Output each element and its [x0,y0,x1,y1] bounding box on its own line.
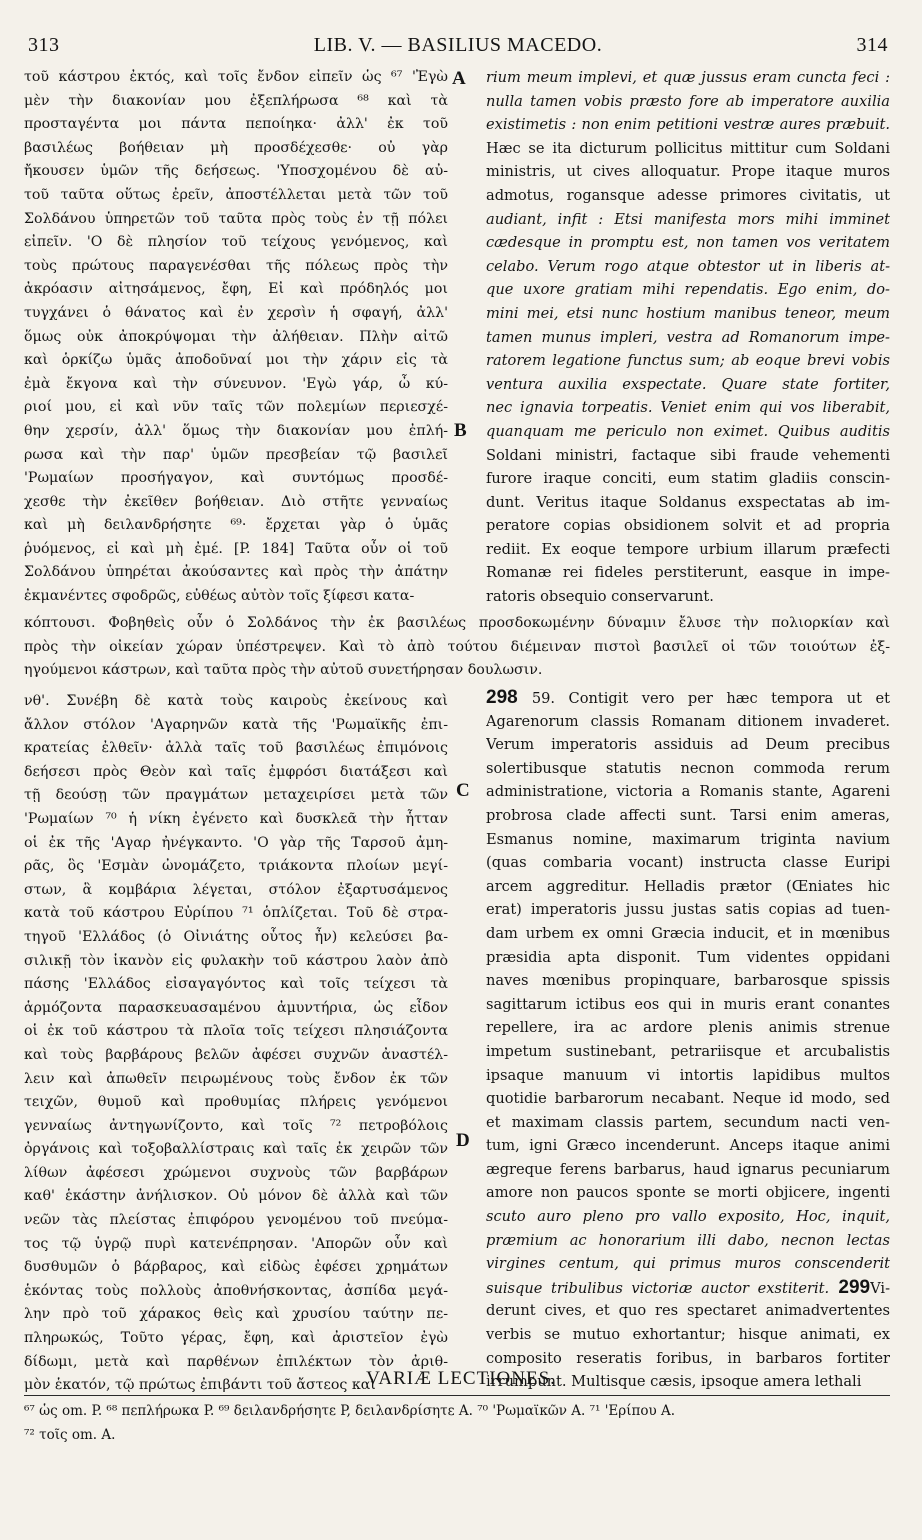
running-header [28,34,888,64]
text-line: δυσθυμῶν ὁ βάρβαρος, καὶ εἰδὼς ἐφέσει χρημάτων [24,1259,448,1276]
text-line: τυγχάνει ὁ θάνατος καὶ ἐν χερσὶν ἡ σφαγή, ἀλλ' [24,304,448,321]
text-line: ministris, ut cives alloquatur. Prope itaque muros [486,163,890,181]
text-line [486,1205,890,1229]
text-line: Hæc se ita dicturum pollicitus mittitur cum Soldani [486,139,890,157]
text-line [486,710,890,734]
text-line: τοῦ ταῦτα οὕτως ἐρεῖν, ἀποστέλλεται μετὰ τῶν τοῦ [24,186,448,203]
text-line: οἱ ἐκ τοῦ κάστρου τὰ πλοῖα τοῖς τείχεσι πλησιάζοντα [24,1023,448,1040]
text-line [486,1064,890,1088]
text-line: σιλικῇ τὸν ἱκανὸν εἰς φυλακὴν τοῦ κάστρου λαὸν ἀπὸ [24,952,448,969]
text-line [486,1276,890,1300]
text-line-content: dam urbem ex omni Græcia inducit, et in mœnibus [486,924,890,942]
text-line: 'Ρωμαίων προσήγαγον, καὶ συντόμως προσδέ- [24,470,448,487]
text-line [486,851,890,875]
text-line-tail: Vi- [870,1279,890,1297]
text-line [486,946,890,970]
text-line: λειν καὶ ἀπωθεῖν πειρωμένους τοὺς ἔνδον ἐκ τῶν [24,1070,448,1087]
text-line: ῥυόμενος, εἰ καὶ μὴ ἐμέ. [P. 184] Ταῦτα οὖν οἱ τοῦ [24,540,448,557]
text-line [486,757,890,781]
latin-column-lower [486,686,890,1391]
text-line [486,993,890,1017]
text-line [486,1181,890,1205]
greek-column-lower [24,690,448,1394]
text-line-content: Agarenorum classis Romanam ditionem invaderet. [486,712,890,730]
text-line: 'Ρωμαίων ⁷⁰ ἡ νίκη ἐγένετο καὶ δυσκλεᾶ τὴν ἧτταν [24,810,448,827]
greek-column-top [24,66,448,644]
text-line [486,898,890,922]
text-line: καθ' ἑκάστην ἀνήλισκον. Οὐ μόνον δὲ ἀλλὰ καὶ τῶν [24,1188,448,1205]
text-line-content: solertibusque statutis necnon commoda rerum [486,759,890,777]
text-line: ριοί μου, εἰ καὶ νῦν ταῖς τῶν πολεμίων περιεσχέ- [24,399,448,416]
text-line [486,922,890,946]
text-line [486,686,890,710]
text-line-content: ægreque ferens barbarus, haud ignarus pecuniarum [486,1160,890,1178]
text-line-content: quotidie barbarorum necabant. Neque id modo, sed [486,1090,890,1108]
running-title: LIB. V. — BASILIUS MACEDO. [313,34,603,56]
text-line: τηγοῦ 'Ελλάδος (ὁ Οἰνιάτης οὗτος ἦν) κελεύσει βα- [24,928,448,945]
text-line: τειχῶν, θυμοῦ καὶ προθυμίας πλήρεις γενόμενοι [24,1094,448,1111]
text-line [486,1134,890,1158]
text-line: εἰπεῖν. 'Ο δὲ πλησίον τοῦ τείχους γενόμενος, καὶ [24,234,448,251]
variae-lectiones-title: VARIÆ LECTIONES. [366,1368,556,1389]
text-line [486,828,890,852]
text-line: πρὸς τὴν οἰκείαν χώραν ὑπέστρεψεν. Καὶ τὸ ἀπὸ τούτου διέμειναν πιστοὶ βασιλεῖ οἱ τῶν τοιούτων ἐξ- [24,638,890,655]
text-line: οἱ ἐκ τῆς 'Αγαρ ἠνέγκαντο. 'Ο γὰρ τῆς Ταρσοῦ ἀμη- [24,834,448,851]
text-line [486,780,890,804]
text-line: ἑκόντας τοὺς πολλοὺς ἀποθνήσκοντας, ἀσπίδα μεγά- [24,1282,448,1299]
text-line-content: verbis se mutuo exhortantur; hisque animati, ex [486,1326,890,1344]
text-line-content: erat) imperatoris jussu justas satis copias ad tuen- [486,901,890,919]
text-line-content: repellere, ira ac ardore plenis animis strenue [486,1019,890,1037]
text-line: ratoris obsequio conservarunt. [486,588,714,606]
text-line-content: præmium ac honorarium illi dabo, necnon lectas [486,1231,890,1249]
text-line-content: Verum imperatoris assiduis ad Deum precibus [486,736,890,754]
text-line-content: 59. Contigit vero per hæc tempora ut et [531,690,890,707]
text-line-content: arcem aggreditur. Helladis prætor (Œniates hic [486,877,890,895]
text-line: προσταγέντα μοι πάντα πεποίηκα· ἀλλ' ἐκ τοῦ [24,116,448,133]
text-line: τοὺς πρώτους παραγενέσθαι τῆς πόλεως πρὸς τὴν [24,257,448,274]
text-line: ἄλλον στόλον 'Αγαρηνῶν κατὰ τῆς 'Ρωμαϊκῆς ἐπι- [24,716,448,733]
text-line: νθ'. Συνέβη δὲ κατὰ τοὺς καιροὺς ἐκείνους καὶ [24,693,448,709]
text-line [486,1323,890,1347]
text-line: dunt. Veritus itaque Soldanus exspectatas ab im- [486,493,890,511]
text-line: ratorem legatione functus sum; ab eoque brevi vobis [486,352,890,370]
text-line: τῇ δεούσῃ τῶν πραγμάτων μεταχειρίσει μετὰ τῶν [24,787,448,804]
notes-divider [24,1395,890,1396]
text-line: λίθων ἀφέσεσι χρώμενοι συχνοὺς τῶν βαρβάρων [24,1164,448,1181]
text-line: ἁρμόζοντα παρασκευασαμένου ἀμυντήρια, ὡς εἶδον [24,999,448,1016]
text-line-content: sagittarum ictibus eos qui in muris erant conantes [486,995,890,1013]
text-line [486,1040,890,1064]
text-line: Soldani ministri, factaque sibi fraude vehementi [486,446,890,464]
text-line-content: amore non paucos sponte se morti objicere, ingenti [486,1184,890,1202]
text-line [486,969,890,993]
text-line-content: impetum sustinebant, petrariisque et arcubalistis [486,1042,890,1060]
text-line: χεσθε τὴν ἐκεῖθεν βοήθειαν. Διὸ στῆτε γενναίως [24,493,448,510]
text-line: λην πρὸ τοῦ χάρακος θεὶς καὶ χρυσίου ταύτην πε- [24,1306,448,1323]
text-line: nec ignavia torpeatis. Veniet enim qui vos liberabit, [486,399,890,417]
text-line-content: scuto auro pleno pro vallo exposito, Hoc, inquit, [486,1208,890,1226]
variae-lectiones-notes [24,1400,892,1447]
text-line-content: naves mœnibus propinquare, barbarosque spissis [486,972,890,990]
text-line: καὶ ὁρκίζω ὑμᾶς ἀποδοῦναί μοι τὴν χάριν εἰς τὰ [24,352,448,369]
text-line-content: (quas combaria vocant) instructa classe Euripi [486,854,890,872]
text-line: furore iraque conciti, eum statim gladiis conscin- [486,470,890,488]
text-line: audiant, infit : Etsi manifesta mors mihi imminet [486,210,890,228]
text-line: ηγούμενοι κάστρων, καὶ ταῦτα πρὸς τὴν αὐτοῦ συνετήρησαν δουλωσιν. [24,662,543,679]
text-line: κατὰ τοῦ κάστρου Εὐρίπου ⁷¹ ὁπλίζεται. Τοῦ δὲ στρα- [24,905,448,922]
text-line: existimetis : non enim petitioni vestræ aures præbuit. [486,116,890,134]
text-line: θην χερσίν, ἀλλ' ὅμως τὴν διακονίαν μου ἐπλή- [24,422,448,439]
text-line: ὀργάνοις καὶ τοξοβαλλίστραις καὶ ταῖς ἐκ χειρῶν τῶν [24,1141,448,1158]
text-line: δίδωμι, μετὰ καὶ παρθένων ἐπιλέκτων τὸν ἀριθ- [24,1353,448,1370]
text-line [486,733,890,757]
text-line: mini mei, etsi nunc hostium manibus teneor, meum [486,304,890,322]
text-line-content: irrumpunt. Multisque cæsis, ipsoque amera lethali [486,1373,862,1391]
text-line [486,1347,890,1371]
text-line: τος τῷ ὑγρῷ πυρὶ κατενέπρησαν. 'Απορῶν οὖν καὶ [24,1235,448,1252]
greek-full-width-lines [24,612,890,683]
text-line-content: et maximam classis partem, secundum nacti ven- [486,1113,890,1131]
text-line: Σολδάνου ὑπηρέται ἀκούσαντες καὶ πρὸς τὴν ἀπάτην [24,564,448,581]
margin-marker-a: A [452,68,466,89]
margin-marker-c: C [456,780,470,801]
text-line: ρᾶς, ὃς 'Εσμὰν ὠνομάζετο, τριάκοντα πλοίων μεγί- [24,858,448,875]
text-line: peratore copias obsidionem solvit et ad propria [486,517,890,535]
text-line-content: tum, igni Græco incenderunt. Anceps itaque animi [486,1137,890,1155]
text-line [486,1111,890,1135]
text-line: cædesque in promptu est, non tamen vos veritatem [486,234,890,252]
text-line-content: probrosa clade affecti sunt. Tarsi enim ameras, [486,806,890,824]
text-line-content: composito reseratis foribus, in barbaros fortiter [486,1349,890,1367]
text-line [486,804,890,828]
text-line-content: Esmanus nomine, maximarum triginta navium [486,830,890,848]
text-line-content: administratione, victoria a Romanis stante, Agareni [486,783,890,801]
section-number-299: 299 [829,1276,871,1298]
text-line [486,1158,890,1182]
text-line: μὲν τὴν διακονίαν μου ἐξεπλήρωσα ⁶⁸ καὶ τὰ [24,92,448,109]
text-line [486,1016,890,1040]
text-line: Σολδάνου ὑπηρετῶν τοῦ ταῦτα πρὸς τοὺς ἐν τῇ πόλει [24,210,448,227]
text-line: ἀκρόασιν αἰτησάμενος, ἔφη, Εἰ καὶ πρόδηλός μοι [24,281,448,298]
text-line: πάσης 'Ελλάδος εἰσαγαγόντος καὶ τοῖς τείχεσι τὰ [24,976,448,993]
text-line: στων, ἃ κομβάρια λέγεται, στόλον ἐξαρτυσάμενος [24,881,448,898]
text-line: que uxore gratiam mihi rependatis. Ego enim, do- [486,281,890,299]
text-line: ἐμὰ ἔκγονα καὶ τὴν σύνευνον. 'Εγὼ γάρ, ὦ κύ- [24,375,448,392]
text-line: admotus, rogansque adesse primores civitatis, ut [486,186,890,204]
text-line: βασιλέως βοήθειαν μὴ προσδέχεσθε· οὐ γὰρ [24,139,448,156]
margin-marker-d: D [456,1130,470,1151]
text-line: μὸν ἑκατόν, τῷ πρώτως ἐπιβάντι τοῦ ἄστεος καὶ [24,1377,376,1394]
text-line: Romanæ rei fideles perstiterunt, easque in impe- [486,564,890,582]
text-line: κρατείας ἐλθεῖν· ἀλλὰ ταῖς τοῦ βασιλέως ἐπιμόνοις [24,740,448,757]
text-line-content: ipsaque manuum vi intortis lapidibus multos [486,1066,890,1084]
text-line: δεήσεσι πρὸς Θεὸν καὶ ταῖς ἐμφρόσι διατάξεσι καὶ [24,763,448,780]
text-line-content: virgines centum, qui primus muros conscenderit [486,1255,890,1273]
text-line: nulla tamen vobis præsto fore ab imperatore auxilia [486,92,890,110]
text-line-content: præsidia apta disponit. Tum videntes oppidani [486,948,890,966]
page-number-right: 314 [856,34,888,56]
text-line [486,1299,890,1323]
text-line-content: suisque tribulibus victoriæ auctor exstiterit. [486,1279,830,1297]
text-line [486,1229,890,1253]
text-line: ἤκουσεν ὑμῶν τῆς δεήσεως. 'Υποσχομένου δὲ αὐ- [24,163,448,180]
notes-line: ⁷² τοῖς om. A. [24,1426,116,1443]
text-line: ventura auxilia exspectate. Quare state fortiter, [486,375,890,393]
notes-line: ⁶⁷ ὡς om. P. ⁶⁸ πεπλήρωκα P. ⁶⁹ δειλανδρήσητε P, δειλανδρίσητε A. ⁷⁰ 'Ρωμαϊκῶν A. ⁷¹ 'Ερίπου A. [24,1403,676,1419]
text-line: καὶ τοὺς βαρβάρους βελῶν ἀφέσει συχνῶν ἀναστέλ- [24,1046,448,1063]
text-line [486,1087,890,1111]
text-line: quanquam me periculo non eximet. Quibus auditis [486,422,890,440]
text-line: rium meum implevi, et quæ jussus eram cuncta feci : [486,69,890,86]
text-line: γενναίως ἀντηγωνίζοντο, καὶ τοῖς ⁷² πετροβόλοις [24,1117,448,1134]
text-line-content: derunt cives, et quo res spectaret animadvertentes [486,1302,890,1320]
text-line: τοῦ κάστρου ἐκτός, καὶ τοῖς ἔνδον εἰπεῖν ὡς ⁶⁷ 'Ἐγὼ [24,69,448,85]
page-number-left: 313 [28,34,60,56]
text-line: πληρωκώς, Τοῦτο γέρας, ἔφη, καὶ ἀριστεῖον ἐγὼ [24,1330,448,1347]
text-line: ρωσα καὶ τὴν παρ' ὑμῶν πρεσβείαν τῷ βασιλεῖ [24,446,448,463]
text-line: celabo. Verum rogo atque obtestor ut in liberis at- [486,257,890,275]
section-number-298: 298 [486,687,532,708]
text-line [486,1252,890,1276]
margin-marker-b: B [454,420,467,441]
text-line: νεῶν τὰς πλείστας ἐπιφόρου γενομένου τοῦ πνεύμα- [24,1212,448,1229]
text-line: καὶ μὴ δειλανδρήσητε ⁶⁹· ἔρχεται γὰρ ὁ ὑμᾶς [24,517,448,534]
text-line: rediit. Ex eoque tempore urbium illarum præfecti [486,540,890,558]
text-line: κόπτουσι. Φοβηθεὶς οὖν ὁ Σολδάνος τὴν ἐκ βασιλέως προσδοκωμένην δύναμιν ἔλυσε τὴν πολιορκίαν καὶ [24,615,890,631]
text-line: ὅμως οὐκ ἀποκρύψομαι τὴν ἀλήθειαν. Πλὴν αἰτῶ [24,328,448,345]
text-line [486,875,890,899]
text-line: ἐκμανέντες σφοδρῶς, εὐθέως αὐτὸν τοῖς ξίφεσι κατα- [24,588,415,605]
latin-column-top [486,66,890,626]
text-line: tamen munus impleri, vestra ad Romanorum impe- [486,328,890,346]
